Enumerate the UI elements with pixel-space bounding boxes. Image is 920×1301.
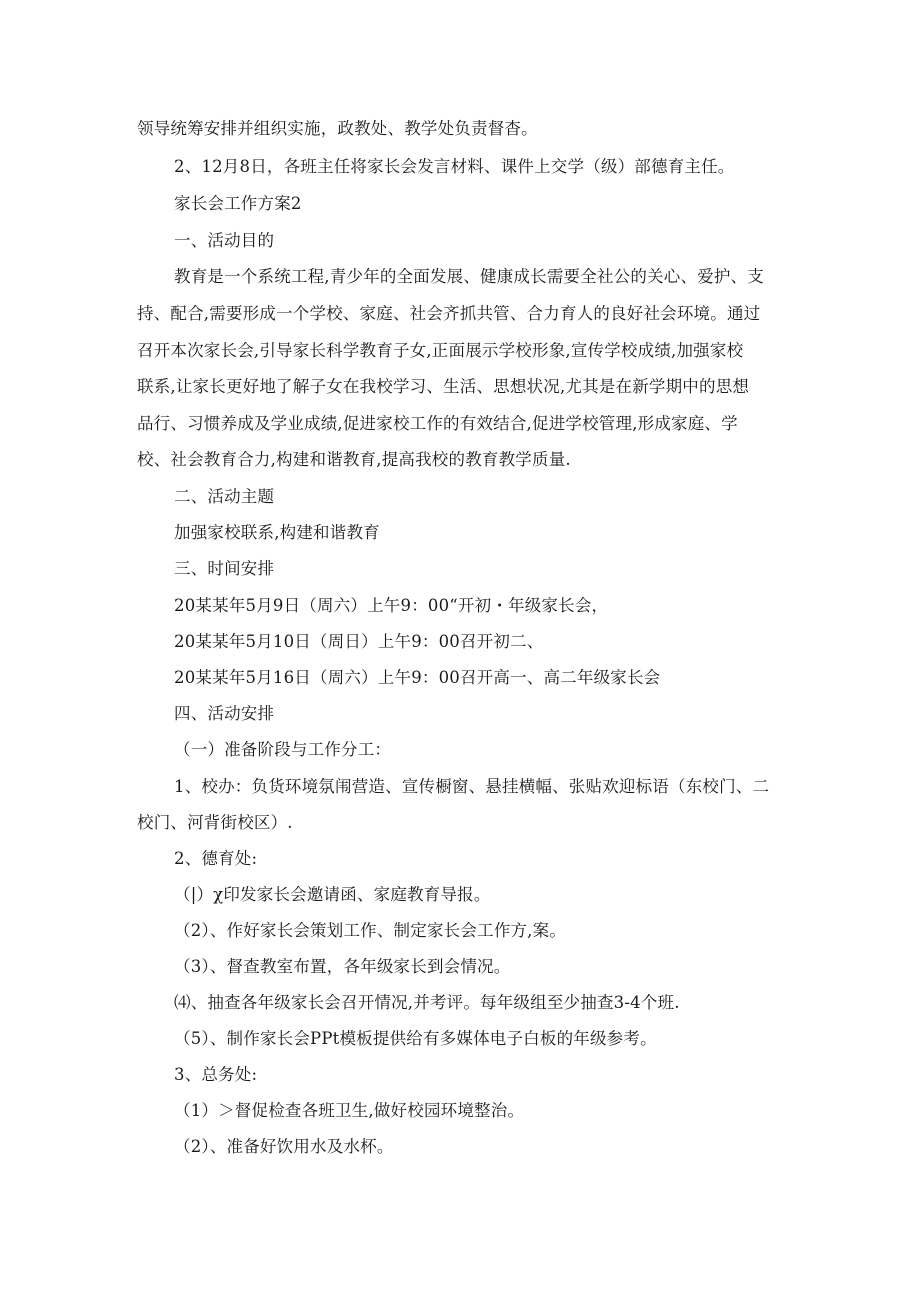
general-subitem-1: （1）＞督促检查各班卫生,做好校园环境整治。 (174, 1101, 525, 1120)
text-line-2: 2、12月8日，各班主任将家长会发言材料、课件上交学（级）部德育主任。 (174, 157, 735, 176)
schedule-line-3: 20某某年5月16日（周六）上午9：00召开高一、高二年级家长会 (174, 668, 661, 687)
subheading-preparation: （一）准备阶段与工作分工： (174, 740, 392, 759)
paragraph-line-3: 召开本次家长会,引导家长科学教育子女,正面展示学校形象,宣传学校成绩,加强家校 (137, 341, 744, 360)
heading-activity-arrangement: 四、活动安排 (174, 704, 275, 723)
heading-schedule: 三、时间安排 (174, 559, 275, 578)
paragraph-line-5: 品行、习惯养成及学业成绩,促进家校工作的有效结合,促进学校管理,形成家庭、学 (137, 414, 738, 433)
item-school-office-line-2: 校门、河背街校区）. (137, 813, 293, 832)
schedule-line-1: 20某某年5月9日（周六）上午9：00“开初・年级家长会， (174, 596, 609, 615)
paragraph-line-6: 校、社会教育合力,构建和谐教育,提高我校的教育教学质量. (137, 450, 571, 469)
text-line-1: 领导统筹安排并组织实施，政教处、教学处负责督杳。 (137, 119, 538, 138)
heading-activity-purpose: 一、活动目的 (174, 231, 275, 250)
subitem-1: （|）χ印发家长会邀请函、家庭教育导报。 (174, 885, 491, 904)
general-subitem-2: （2）、准备好饮用水及水杯。 (174, 1137, 394, 1156)
item-school-office-line-1: 1、校办：负货环境氛闱营造、宣传橱窗、悬挂横幅、张贴欢迎标语（东校门、二 (174, 777, 770, 796)
section-title-plan-2: 家长会工作方案2 (174, 194, 302, 213)
subitem-5: （5）、制作家长会PPt模板提供给有多媒体电子白板的年级参考。 (174, 1029, 657, 1048)
heading-activity-theme: 二、活动主题 (174, 487, 275, 506)
subitem-4: ⑷、抽查各年级家长会召开情况,并考评。每年级组至少抽查3-4个班. (174, 993, 680, 1012)
paragraph-line-2: 持、配合,需要形成一个学校、家庭、社会齐抓共管、合力育人的良好社会环境。通过 (137, 304, 761, 323)
schedule-line-2: 20某某年5月10日（周日）上午9：00召开初二、 (174, 632, 544, 651)
item-moral-education-office: 2、德育处: (174, 849, 258, 868)
item-general-affairs-office: 3、总务处: (174, 1065, 258, 1084)
subitem-2: （2）、作好家长会策划工作、制定家长会工作方,案。 (174, 921, 566, 940)
paragraph-line-1: 教育是一个系统工程,青少年的全面发展、健康成长需要全社公的关心、爱护、支 (174, 267, 764, 286)
subitem-3: （3）、督查教室布置，各年级家长到会情况。 (174, 957, 511, 976)
theme-text: 加强家校联系,构建和谐教育 (174, 523, 380, 542)
paragraph-line-4: 联系,让家长更好地了解子女在我校学习、生活、思想状况,尤其是在新学期中的思想 (137, 377, 750, 396)
